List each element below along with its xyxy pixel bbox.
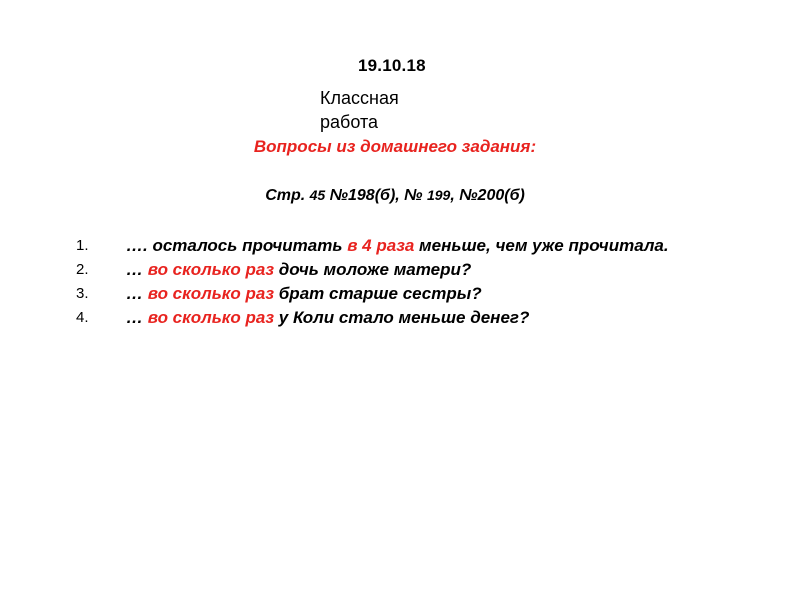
question-text: … <box>126 260 148 279</box>
question-highlight: во сколько раз <box>147 308 275 327</box>
question-highlight: во сколько раз <box>147 284 275 303</box>
question-highlight: во сколько раз <box>147 260 275 279</box>
task-ref-2: 199 <box>426 187 451 203</box>
question-text: брат старше сестры? <box>274 284 482 303</box>
question-highlight: в 4 раза <box>347 236 415 255</box>
date-heading: 19.10.18 <box>358 56 426 75</box>
question-item <box>76 282 716 305</box>
task-ref-1: №198(б), № <box>329 187 423 204</box>
question-text: дочь моложе матери? <box>274 260 472 279</box>
question-item <box>76 258 716 281</box>
page-prefix: Стр. <box>265 187 306 204</box>
question-number: 1. <box>76 237 89 254</box>
question-text: у Коли стало меньше денег? <box>274 308 530 327</box>
page-reference <box>180 187 610 205</box>
homework-title: Вопросы из домашнего задания: <box>253 137 537 156</box>
question-text: … <box>126 308 148 327</box>
questions-list <box>76 234 716 330</box>
question-text: … <box>126 284 148 303</box>
task-ref-3: , №200(б) <box>450 187 525 204</box>
question-item <box>76 234 716 257</box>
question-item <box>76 306 716 329</box>
question-text: …. осталось прочитать <box>126 236 348 255</box>
question-number: 4. <box>76 309 89 326</box>
question-text: меньше, чем уже прочитала. <box>414 236 669 255</box>
page-number: 45 <box>309 187 326 203</box>
question-number: 3. <box>76 285 89 302</box>
question-number: 2. <box>76 261 89 278</box>
class-work-heading: Классная работа <box>320 88 399 132</box>
